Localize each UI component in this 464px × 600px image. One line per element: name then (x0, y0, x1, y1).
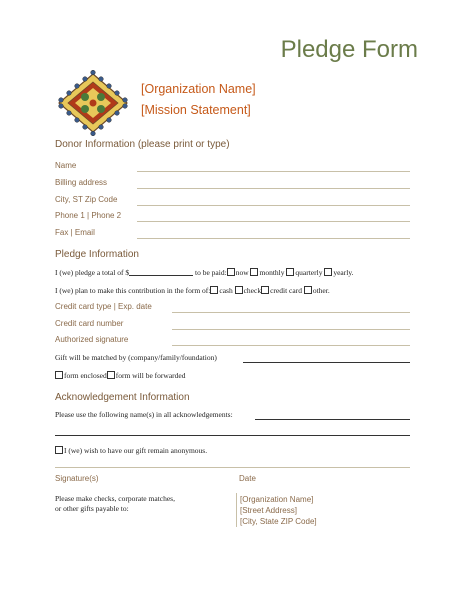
address-bracket (236, 493, 237, 527)
payable-line-2: or other gifts payable to: (55, 504, 129, 513)
cash-label: cash (219, 286, 233, 295)
pay-schedule-text: to be paid: (195, 268, 227, 277)
quarterly-checkbox[interactable] (286, 268, 294, 276)
form-forwarded-label: form will be forwarded (115, 371, 186, 380)
payable-line-1: Please make checks, corporate matches, (55, 494, 175, 503)
now-label: now (235, 268, 249, 277)
acknowledgement-section-heading: Acknowledgement Information (55, 392, 190, 403)
gift-matched-label: Gift will be matched by (company/family/foundation) (55, 353, 217, 362)
phone-field[interactable] (137, 221, 410, 222)
card-number-field[interactable] (172, 329, 410, 330)
name-field[interactable] (137, 171, 410, 172)
acknowledgement-names-label: Please use the following name(s) in all acknowledgements: (55, 410, 233, 419)
name-label: Name (55, 161, 77, 170)
now-checkbox[interactable] (227, 268, 235, 276)
gift-matched-field[interactable] (243, 362, 410, 363)
authorized-signature-field[interactable] (172, 345, 410, 346)
city-state-zip-field[interactable] (137, 205, 410, 206)
yearly-label: yearly. (333, 268, 354, 277)
contribution-form-statement (55, 286, 330, 295)
fax-email-field[interactable] (137, 238, 410, 239)
anonymous-checkbox[interactable] (55, 446, 63, 454)
contribution-form-text: I (we) plan to make this contribution in the form of: (55, 286, 211, 295)
other-label: other. (312, 286, 330, 295)
pledge-section-heading: Pledge Information (55, 249, 139, 260)
city-state-zip-label: City, ST Zip Code (55, 195, 118, 204)
matching-form-options (55, 371, 185, 380)
payee-city[interactable]: [City, State ZIP Code] (240, 517, 317, 526)
acknowledgement-names-field[interactable] (255, 419, 410, 420)
pledge-amount-statement (55, 267, 353, 277)
check-checkbox[interactable] (235, 286, 243, 294)
billing-address-label: Billing address (55, 178, 108, 187)
yearly-checkbox[interactable] (324, 268, 332, 276)
payee-address (240, 494, 317, 527)
other-checkbox[interactable] (304, 286, 312, 294)
date-label: Date (239, 474, 256, 483)
organization-logo (55, 70, 131, 136)
organization-name[interactable]: [Organization Name] (141, 82, 256, 96)
monthly-checkbox[interactable] (250, 268, 258, 276)
form-enclosed-checkbox[interactable] (55, 371, 63, 379)
quarterly-label: quarterly (295, 268, 323, 277)
credit-card-checkbox[interactable] (261, 286, 269, 294)
pledge-amount-field[interactable] (129, 267, 193, 276)
card-type-field[interactable] (172, 312, 410, 313)
anonymous-option (55, 446, 207, 455)
form-forwarded-checkbox[interactable] (107, 371, 115, 379)
payee-street[interactable]: [Street Address] (240, 506, 297, 515)
pledge-amount-text: I (we) pledge a total of $ (55, 268, 130, 277)
donor-section-heading: Donor Information (please print or type) (55, 139, 230, 150)
payee-org-name[interactable]: [Organization Name] (240, 495, 314, 504)
check-label: check (243, 286, 262, 295)
card-number-label: Credit card number (55, 319, 124, 328)
monthly-label: monthly (259, 268, 285, 277)
cash-checkbox[interactable] (210, 286, 218, 294)
fax-email-label: Fax | Email (55, 228, 95, 237)
card-type-label: Credit card type | Exp. date (55, 302, 152, 311)
signature-divider (55, 467, 410, 468)
authorized-signature-label: Authorized signature (55, 335, 129, 344)
phone-label: Phone 1 | Phone 2 (55, 211, 122, 220)
billing-address-field[interactable] (137, 188, 410, 189)
anonymous-label: I (we) wish to have our gift remain anonymous. (64, 446, 208, 455)
acknowledgement-names-field-2[interactable] (55, 435, 410, 436)
signature-label: Signature(s) (55, 474, 99, 483)
mission-statement[interactable]: [Mission Statement] (141, 103, 251, 117)
credit-card-label: credit card (270, 286, 302, 295)
form-enclosed-label: form enclosed (64, 371, 107, 380)
form-title: Pledge Form (280, 36, 418, 63)
